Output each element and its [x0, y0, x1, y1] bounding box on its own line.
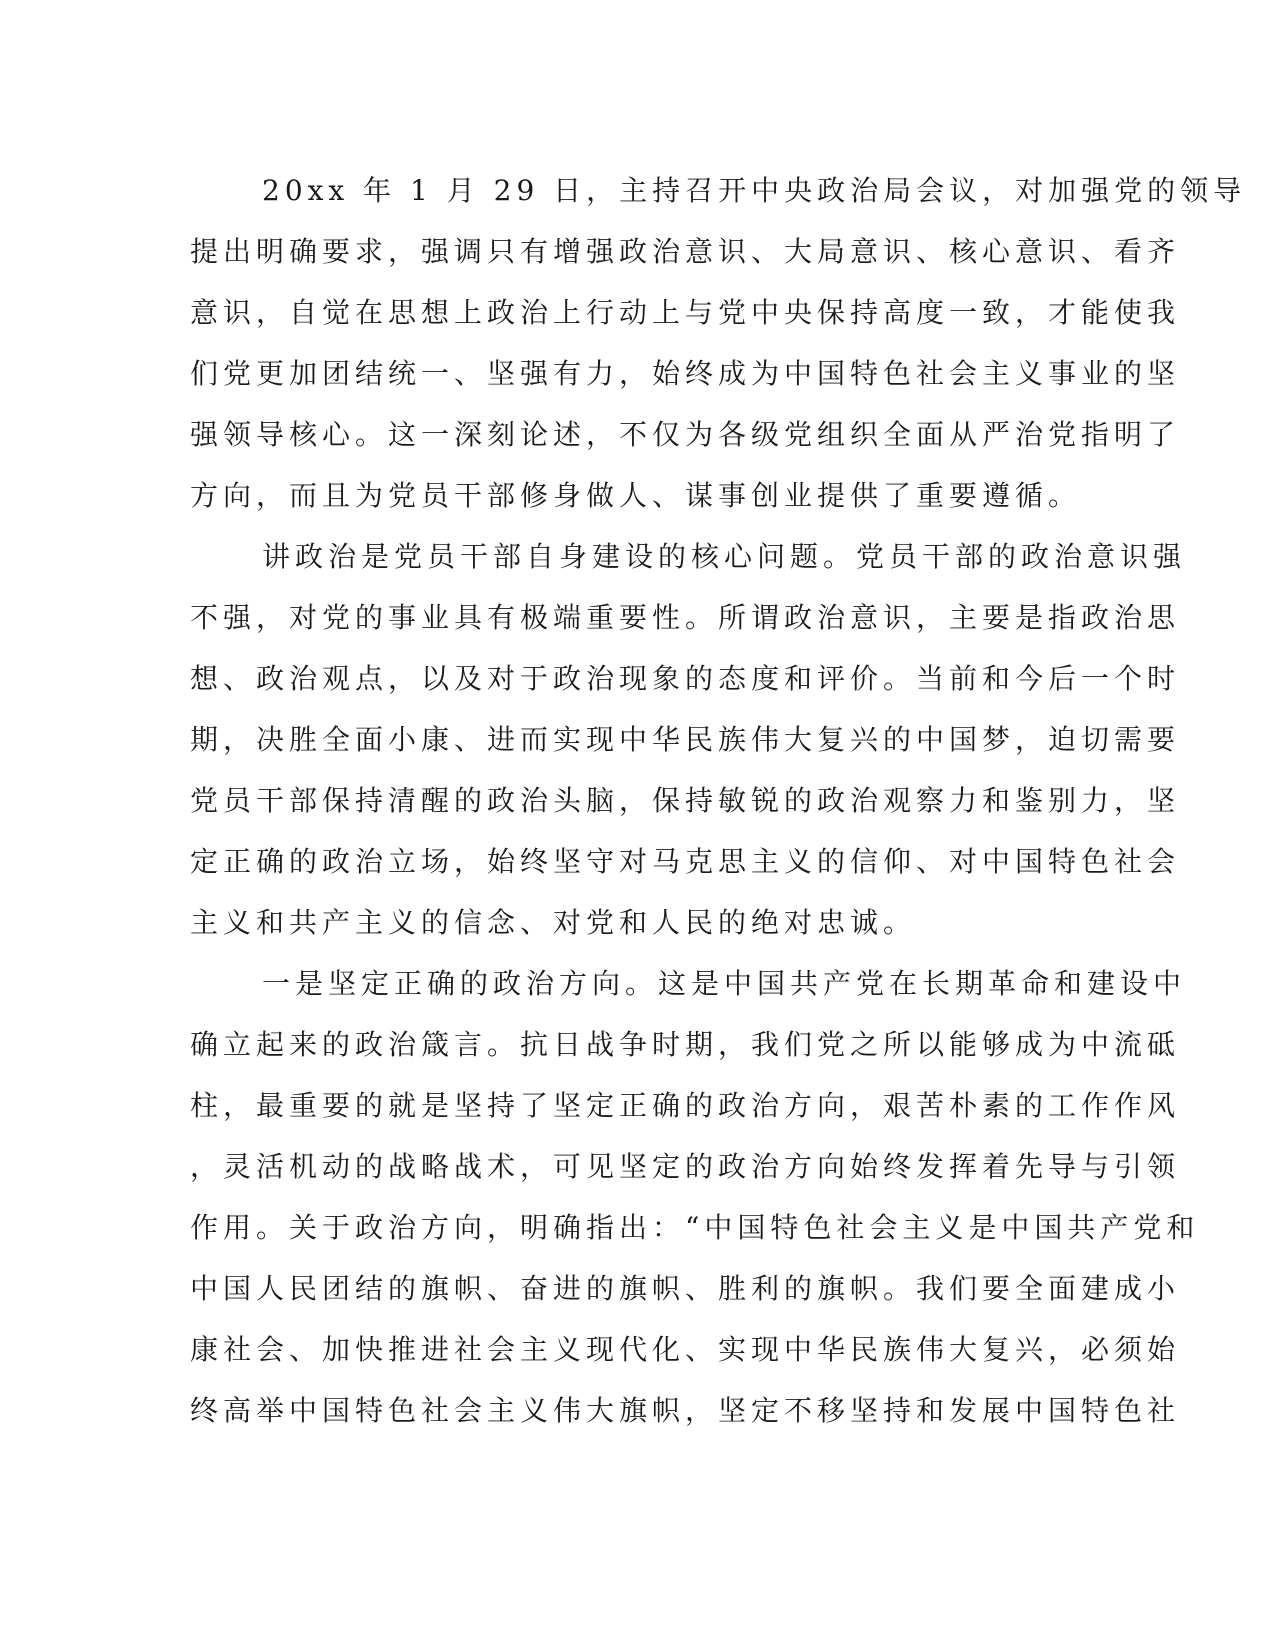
paragraph-1-line-4: 们党更加团结统一、坚强有力，始终成为中国特色社会主义事业的坚 [190, 357, 1181, 390]
paragraph-2-line-6: 定正确的政治立场，始终坚守对马克思主义的信仰、对中国特色社会 [190, 845, 1181, 878]
paragraph-2-line-3: 想、政治观点，以及对于政治现象的态度和评价。当前和今后一个时 [190, 662, 1181, 695]
paragraph-3-line-2: 确立起来的政治箴言。抗日战争时期，我们党之所以能够成为中流砥 [190, 1028, 1181, 1061]
document-body [190, 160, 1247, 1441]
paragraph-1-line-2: 提出明确要求，强调只有增强政治意识、大局意识、核心意识、看齐 [190, 235, 1181, 268]
paragraph-2-line-4: 期，决胜全面小康、进而实现中华民族伟大复兴的中国梦，迫切需要 [190, 723, 1181, 756]
paragraph-3-line-5: 作用。关于政治方向，明确指出：“中国特色社会主义是中国共产党和 [190, 1211, 1200, 1244]
paragraph-1-line-6: 方向，而且为党员干部修身做人、谋事创业提供了重要遵循。 [190, 479, 1082, 512]
paragraph-1-line-3: 意识，自觉在思想上政治上行动上与党中央保持高度一致，才能使我 [190, 296, 1181, 329]
paragraph-2-line-1: 讲政治是党员干部自身建设的核心问题。党员干部的政治意识强 [262, 540, 1187, 573]
paragraph-3-line-8: 终高举中国特色社会主义伟大旗帜，坚定不移坚持和发展中国特色社 [190, 1394, 1181, 1427]
paragraph-1-line-1: 20xx 年 1 月 29 日，主持召开中央政治局会议，对加强党的领导 [262, 174, 1247, 207]
paragraph-3-line-7: 康社会、加快推进社会主义现代化、实现中华民族伟大复兴，必须始 [190, 1333, 1181, 1366]
paragraph-2-line-2: 不强，对党的事业具有极端重要性。所谓政治意识，主要是指政治思 [190, 601, 1181, 634]
paragraph-3-line-1: 一是坚定正确的政治方向。这是中国共产党在长期革命和建设中 [262, 967, 1187, 1000]
paragraph-3-line-6: 中国人民团结的旗帜、奋进的旗帜、胜利的旗帜。我们要全面建成小 [190, 1272, 1181, 1305]
paragraph-2-line-5: 党员干部保持清醒的政治头脑，保持敏锐的政治观察力和鉴别力，坚 [190, 784, 1181, 817]
paragraph-2-line-7: 主义和共产主义的信念、对党和人民的绝对忠诚。 [190, 906, 917, 939]
paragraph-3-line-3: 柱，最重要的就是坚持了坚定正确的政治方向，艰苦朴素的工作作风 [190, 1089, 1181, 1122]
paragraph-3-line-4: ，灵活机动的战略战术，可见坚定的政治方向始终发挥着先导与引领 [190, 1150, 1181, 1183]
paragraph-1-line-5: 强领导核心。这一深刻论述，不仅为各级党组织全面从严治党指明了 [190, 418, 1181, 451]
